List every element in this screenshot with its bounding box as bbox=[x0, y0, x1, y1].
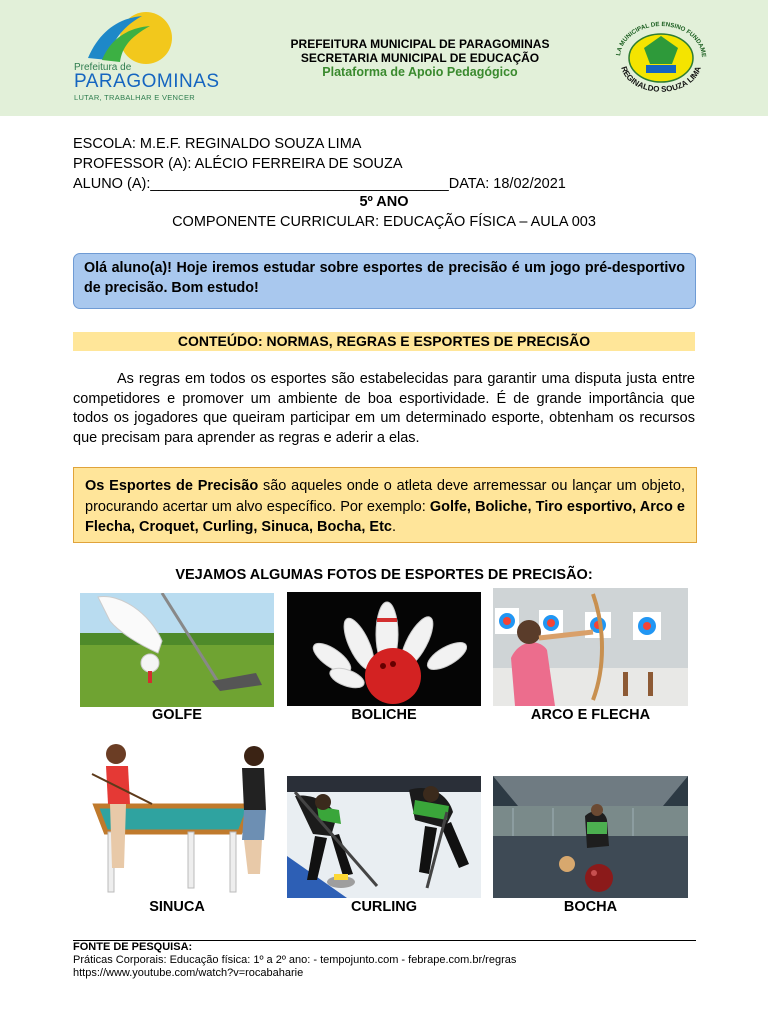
photos-title: VEJAMOS ALGUMAS FOTOS DE ESPORTES DE PRECISÃO: bbox=[175, 567, 593, 583]
student-field[interactable]: ALUNO (A):_____________________________________ bbox=[73, 176, 449, 192]
definition-term: Os Esportes de Precisão bbox=[85, 478, 259, 494]
header-title-2: SECRETARIA MUNICIPAL DE EDUCAÇÃO bbox=[300, 51, 540, 65]
seal-bottom-text: REGINALDO SOUZA LIMA bbox=[619, 65, 703, 94]
definition-examples: Golfe, Boliche, Tiro esportivo, Arco e Flecha, Croquet, Curling, Sinuca, Bocha, Etc bbox=[85, 498, 685, 535]
archery-caption: ARCO E FLECHA bbox=[530, 707, 651, 723]
school-seal bbox=[606, 18, 716, 98]
snooker-caption: SINUCA bbox=[149, 899, 205, 915]
logo-line1: Prefeitura de bbox=[74, 62, 132, 73]
rules-paragraph bbox=[73, 370, 695, 448]
content-title: CONTEÚDO: NORMAS, REGRAS E ESPORTES DE PRECISÃO bbox=[73, 332, 695, 351]
logo-line3: LUTAR, TRABALHAR E VENCER bbox=[74, 93, 195, 102]
header-title-1: PREFEITURA MUNICIPAL DE PARAGOMINAS bbox=[290, 37, 550, 51]
rules-paragraph-text: As regras em todos os esportes são estabelecidas para garantir uma disputa justa entre competidores e promover um ambiente de boa esportividade. É de grande importância que todos os jogadores que queiram participar em um determinado esporte, obtenham os recursos que precisam para aprender as regras e aderir a elas. bbox=[73, 371, 695, 446]
golf-caption: GOLFE bbox=[152, 707, 202, 723]
footer-label: FONTE DE PESQUISA: bbox=[73, 941, 193, 953]
curling-caption: CURLING bbox=[350, 899, 418, 915]
greeting-box: Olá aluno(a)! Hoje iremos estudar sobre esportes de precisão é um jogo pré-desportivo de precisão. Bom estudo! bbox=[73, 253, 696, 309]
school-line: ESCOLA: M.E.F. REGINALDO SOUZA LIMA bbox=[73, 136, 362, 152]
bocce-caption: BOCHA bbox=[563, 899, 618, 915]
paragominas-logo bbox=[70, 10, 220, 102]
footer-source-1: Práticas Corporais: Educação física: 1º a 2º ano: - tempojunto.com - febrape.com.br/regras bbox=[73, 954, 517, 966]
grade-label: 5º ANO bbox=[359, 194, 409, 210]
bocce-photo bbox=[493, 776, 688, 898]
page-header bbox=[0, 0, 768, 116]
bowling-caption: BOLICHE bbox=[351, 707, 417, 723]
header-title-3: Plataforma de Apoio Pedagógico bbox=[322, 65, 518, 79]
definition-end: . bbox=[391, 519, 396, 535]
archery-photo bbox=[493, 588, 688, 706]
seal-top-text: LA MUNICIPAL DE ENSINO FUNDAME bbox=[615, 20, 708, 58]
golf-photo bbox=[80, 593, 274, 707]
school-seal-icon bbox=[606, 18, 716, 98]
date-label: DATA: 18/02/2021 bbox=[448, 176, 566, 192]
snooker-photo bbox=[80, 740, 274, 898]
logo-line2: PARAGOMINAS bbox=[74, 71, 220, 92]
definition-text: são aqueles onde o atleta deve arremessar ou lançar um objeto, procurando acertar um alvo específico. Por exemplo: bbox=[85, 478, 685, 515]
footer-source-2[interactable]: https://www.youtube.com/watch?v=rocabaharie bbox=[73, 967, 304, 979]
student-line bbox=[73, 176, 566, 192]
curling-photo bbox=[287, 776, 481, 898]
subject-line: COMPONENTE CURRICULAR: EDUCAÇÃO FÍSICA – AULA 003 bbox=[172, 214, 596, 230]
bowling-photo bbox=[287, 592, 481, 706]
logo-swoosh-icon bbox=[80, 10, 180, 66]
teacher-line: PROFESSOR (A): ALÉCIO FERREIRA DE SOUZA bbox=[73, 156, 403, 172]
definition-box bbox=[73, 467, 697, 543]
